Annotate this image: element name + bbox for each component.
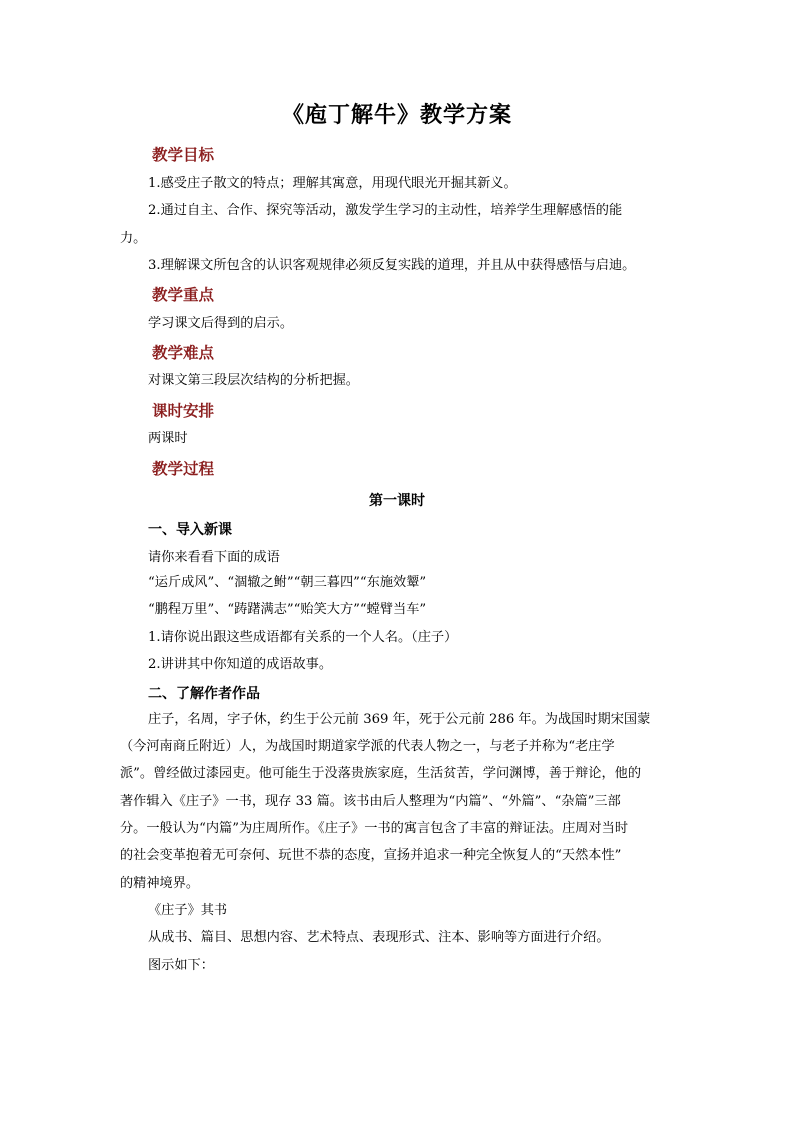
objective-1: 1.感受庄子散文的特点；理解其寓意，用现代眼光开掘其新义。: [148, 176, 517, 191]
part-1-line: 请你来看看下面的成语: [148, 550, 280, 565]
difficulty-text: 对课文第三段层次结构的分析把握。: [148, 373, 359, 388]
author-paragraph-line: 派”。曾经做过漆园吏。他可能生于没落贵族家庭，生活贫苦，学问渊博，善于辩论，他的: [120, 766, 642, 781]
idioms-row-1: “运斤成风”、“涸辙之鲋”“朝三暮四”“东施效颦”: [148, 575, 427, 590]
objective-2-continued: 力。: [120, 231, 147, 246]
key-point-heading: 教学重点: [152, 285, 215, 304]
process-heading: 教学过程: [152, 459, 215, 478]
difficulty-heading: 教学难点: [152, 343, 215, 362]
question-2: 2.讲讲其中你知道的成语故事。: [148, 657, 333, 672]
schedule-heading: 课时安排: [152, 401, 215, 420]
document-title: 《庖丁解牛》教学方案: [281, 102, 512, 128]
lesson-1-title: 第一课时: [369, 493, 425, 509]
author-paragraph-line: （今河南商丘附近）人，为战国时期道家学派的代表人物之一，与老子并称为“老庄学: [120, 739, 615, 754]
objective-2: 2.通过自主、合作、探究等活动，激发学生学习的主动性，培养学生理解感悟的能: [148, 203, 623, 218]
question-1: 1.请你说出跟这些成语都有关系的一个人名。（庄子）: [148, 630, 458, 645]
idioms-row-2: “鹏程万里”、“踌躇满志”“贻笑大方”“螳臂当车”: [148, 602, 427, 617]
author-paragraph-line: 的精神境界。: [120, 876, 200, 891]
key-point-text: 学习课文后得到的启示。: [148, 316, 294, 331]
book-description: 从成书、篇目、思想内容、艺术特点、表现形式、注本、影响等方面进行介绍。: [148, 930, 610, 945]
author-paragraph-line: 的社会变革抱着无可奈何、玩世不恭的态度，宣扬并追求一种完全恢复人的“天然本性”: [120, 848, 622, 863]
part-1-heading: 一、导入新课: [148, 522, 232, 538]
part-2-heading: 二、了解作者作品: [148, 686, 260, 702]
book-heading: 《庄子》其书: [148, 903, 228, 918]
author-paragraph-line: 著作辑入《庄子》一书，现存 33 篇。该书由后人整理为“内篇”、“外篇”、“杂篇”三部: [120, 794, 621, 809]
schedule-text: 两课时: [148, 431, 188, 446]
author-paragraph-line: 庄子，名周，字子休，约生于公元前 369 年，死于公元前 286 年。为战国时期宋国蒙: [148, 712, 651, 727]
objectives-heading: 教学目标: [152, 145, 215, 164]
diagram-note: 图示如下：: [148, 958, 214, 973]
author-paragraph-line: 分。一般认为“内篇”为庄周所作。《庄子》一书的寓言包含了丰富的辩证法。庄周对当时: [120, 821, 629, 836]
objective-3: 3.理解课文所包含的认识客观规律必须反复实践的道理，并且从中获得感悟与启迪。: [148, 258, 636, 273]
